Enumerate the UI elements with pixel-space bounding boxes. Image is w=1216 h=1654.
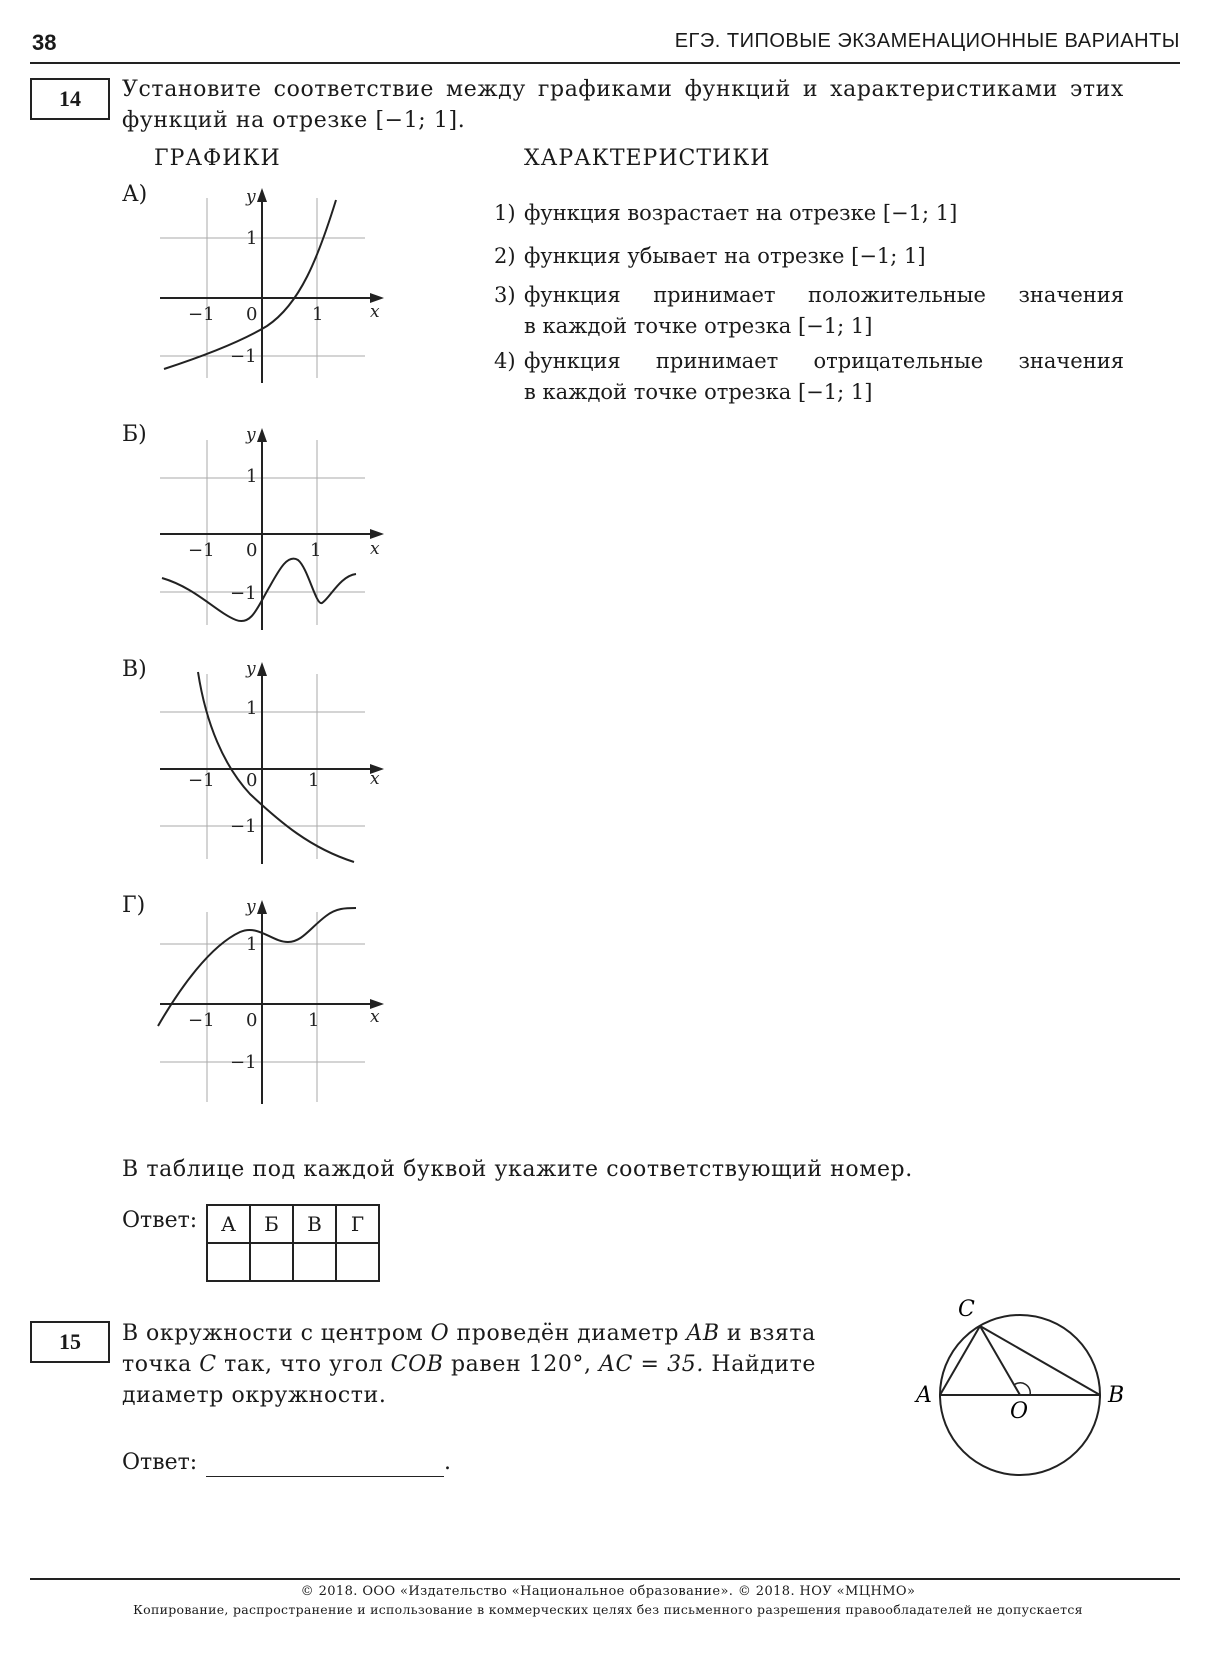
curve: [162, 559, 356, 621]
task-15-statement: [122, 1318, 816, 1411]
characteristic-text: функция возрастает на отрезке [−1; 1]: [524, 201, 958, 225]
graphs-heading: ГРАФИКИ: [154, 146, 281, 171]
word: угол: [329, 1352, 384, 1377]
chord-cb: [980, 1326, 1100, 1395]
answer-letter-a: А: [207, 1205, 250, 1243]
word: что: [279, 1352, 322, 1377]
graph-v-label: В): [122, 657, 147, 682]
tick-x-1: 1: [312, 304, 324, 325]
characteristic-text: функция убывает на отрезке [−1; 1]: [524, 244, 926, 268]
copyright-line: © 2018. ООО «Издательство «Национальное образование». © 2018. НОУ «МЦНМО»: [300, 1584, 916, 1599]
graph-g-label: Г): [122, 893, 146, 918]
graph-g: [140, 892, 400, 1106]
x-label: x: [370, 539, 380, 559]
word: и: [802, 77, 819, 102]
answer-cell-g[interactable]: [336, 1243, 379, 1281]
characteristic-2: [494, 241, 1124, 272]
graph-b-label: Б): [122, 422, 147, 447]
word: диаметр: [577, 1321, 680, 1346]
x-label: x: [370, 1007, 380, 1027]
word: с: [300, 1321, 314, 1346]
characteristic-3: [494, 280, 1124, 342]
characteristic-number: 2): [494, 244, 516, 268]
y-label: y: [246, 659, 256, 679]
word: характеристиками: [830, 77, 1058, 102]
tick-origin: 0: [246, 540, 258, 561]
word: так,: [224, 1352, 273, 1377]
word: графиками: [537, 77, 673, 102]
answer-cell-v[interactable]: [293, 1243, 336, 1281]
y-arrow: [257, 900, 267, 914]
tick-y-minus1: −1: [230, 816, 257, 837]
characteristic-4: [494, 346, 1124, 408]
graph-b: [140, 420, 400, 634]
task-15-number-box: [30, 1321, 110, 1363]
word: точка: [122, 1352, 192, 1377]
characteristic-line-2: в каждой точке отрезка [−1; 1]: [524, 380, 873, 404]
word: COB: [390, 1352, 444, 1377]
word: В: [122, 1321, 139, 1346]
word: равен: [450, 1352, 522, 1377]
word: 120°,: [528, 1352, 592, 1377]
word: функция: [524, 283, 621, 307]
answer-cell-a[interactable]: [207, 1243, 250, 1281]
graph-a-label: А): [122, 182, 148, 207]
point-c-label: C: [958, 1297, 975, 1322]
task-14-answer-table: [206, 1204, 380, 1282]
y-arrow: [257, 428, 267, 442]
word: окружности: [146, 1321, 294, 1346]
y-label: y: [246, 425, 256, 445]
word: и: [726, 1321, 743, 1346]
book-title: ЕГЭ. ТИПОВЫЕ ЭКЗАМЕНАЦИОННЫЕ ВАРИАНТЫ: [674, 30, 1180, 52]
x-label: x: [370, 769, 380, 789]
tick-y-minus1: −1: [230, 583, 257, 604]
task-15-line-3: диаметр окружности.: [122, 1383, 387, 1408]
tick-x-minus1: −1: [188, 770, 215, 791]
x-label: x: [370, 302, 380, 322]
footer-divider: [30, 1578, 1180, 1580]
word: центром: [320, 1321, 424, 1346]
task-14-statement: [122, 74, 1124, 136]
word: принимает: [653, 283, 776, 307]
graph-a: [140, 178, 400, 390]
word: функция: [524, 349, 621, 373]
task-15-answer-period: .: [444, 1450, 451, 1475]
task-14-answer-label: Ответ:: [122, 1208, 198, 1233]
characteristic-line-2: в каждой точке отрезка [−1; 1]: [524, 314, 873, 338]
page-number: 38: [32, 30, 57, 55]
graph-v: [140, 654, 400, 868]
task-15-number: 15: [59, 1329, 81, 1354]
tick-x-1: 1: [310, 540, 322, 561]
word: принимает: [655, 349, 779, 373]
characteristic-1: [494, 198, 1124, 229]
characteristic-line-1: [524, 346, 1124, 377]
word: функций: [684, 77, 791, 102]
task-15-line-1: [122, 1318, 816, 1349]
tick-origin: 0: [246, 304, 258, 325]
tick-y-minus1: −1: [230, 346, 257, 367]
point-b-label: B: [1108, 1383, 1125, 1408]
word: проведён: [456, 1321, 570, 1346]
task-14-number-box: [30, 78, 110, 120]
answer-letter-b: Б: [250, 1205, 293, 1243]
y-arrow: [257, 188, 267, 202]
characteristics-heading: ХАРАКТЕРИСТИКИ: [524, 146, 771, 171]
header-divider: [30, 62, 1180, 64]
tick-y-1: 1: [246, 934, 258, 955]
copyright-notice: Копирование, распространение и использование в коммерческих целях без письменного разрешения правообладателей не допускается: [133, 1602, 1083, 1617]
characteristic-line-1: [524, 280, 1124, 311]
task-15-answer-label: Ответ:: [122, 1450, 198, 1475]
characteristic-number: 3): [494, 283, 516, 307]
word: значения: [1018, 283, 1124, 307]
answer-header-row: [207, 1205, 379, 1243]
task-14-line-2: функций на отрезке [−1; 1].: [122, 108, 466, 133]
word: O: [430, 1321, 450, 1346]
point-a-label: A: [916, 1383, 932, 1408]
word: положительные: [808, 283, 986, 307]
tick-x-minus1: −1: [188, 540, 215, 561]
word: этих: [1069, 77, 1124, 102]
word: AC = 35.: [599, 1352, 704, 1377]
tick-x-minus1: −1: [188, 1010, 215, 1031]
task-15-line-2: [122, 1349, 816, 1380]
tick-y-1: 1: [246, 698, 258, 719]
curve: [198, 672, 354, 862]
answer-letter-g: Г: [336, 1205, 379, 1243]
task-15-answer-line[interactable]: [206, 1476, 444, 1477]
tick-x-1: 1: [308, 770, 320, 791]
word: значения: [1018, 349, 1124, 373]
tick-y-1: 1: [246, 228, 258, 249]
word: взята: [749, 1321, 816, 1346]
word: отрицательные: [813, 349, 984, 373]
characteristic-number: 1): [494, 201, 516, 225]
curve: [164, 200, 336, 369]
answer-input-row: [207, 1243, 379, 1281]
curve: [158, 908, 356, 1026]
tick-x-minus1: −1: [188, 304, 215, 325]
word: Найдите: [711, 1352, 816, 1377]
answer-cell-b[interactable]: [250, 1243, 293, 1281]
answer-letter-v: В: [293, 1205, 336, 1243]
task-14-line-1: [122, 74, 1124, 105]
point-o-label: O: [1010, 1399, 1029, 1424]
tick-y-1: 1: [246, 466, 258, 487]
characteristic-number: 4): [494, 349, 516, 373]
y-label: y: [246, 187, 256, 207]
word: соответствие: [273, 77, 434, 102]
word: между: [446, 77, 526, 102]
circle-diagram: [904, 1290, 1136, 1486]
task-14-number: 14: [59, 86, 81, 111]
word: AB: [686, 1321, 720, 1346]
tick-x-1: 1: [308, 1010, 320, 1031]
y-label: y: [246, 897, 256, 917]
word: Установите: [122, 77, 262, 102]
tick-origin: 0: [246, 770, 258, 791]
chord-ac: [940, 1326, 980, 1395]
y-arrow: [257, 662, 267, 676]
tick-y-minus1: −1: [230, 1052, 257, 1073]
word: C: [199, 1352, 217, 1377]
x-arrow: [370, 529, 384, 539]
task-14-instruction: В таблице под каждой буквой укажите соответствующий номер.: [122, 1157, 913, 1182]
tick-origin: 0: [246, 1010, 258, 1031]
